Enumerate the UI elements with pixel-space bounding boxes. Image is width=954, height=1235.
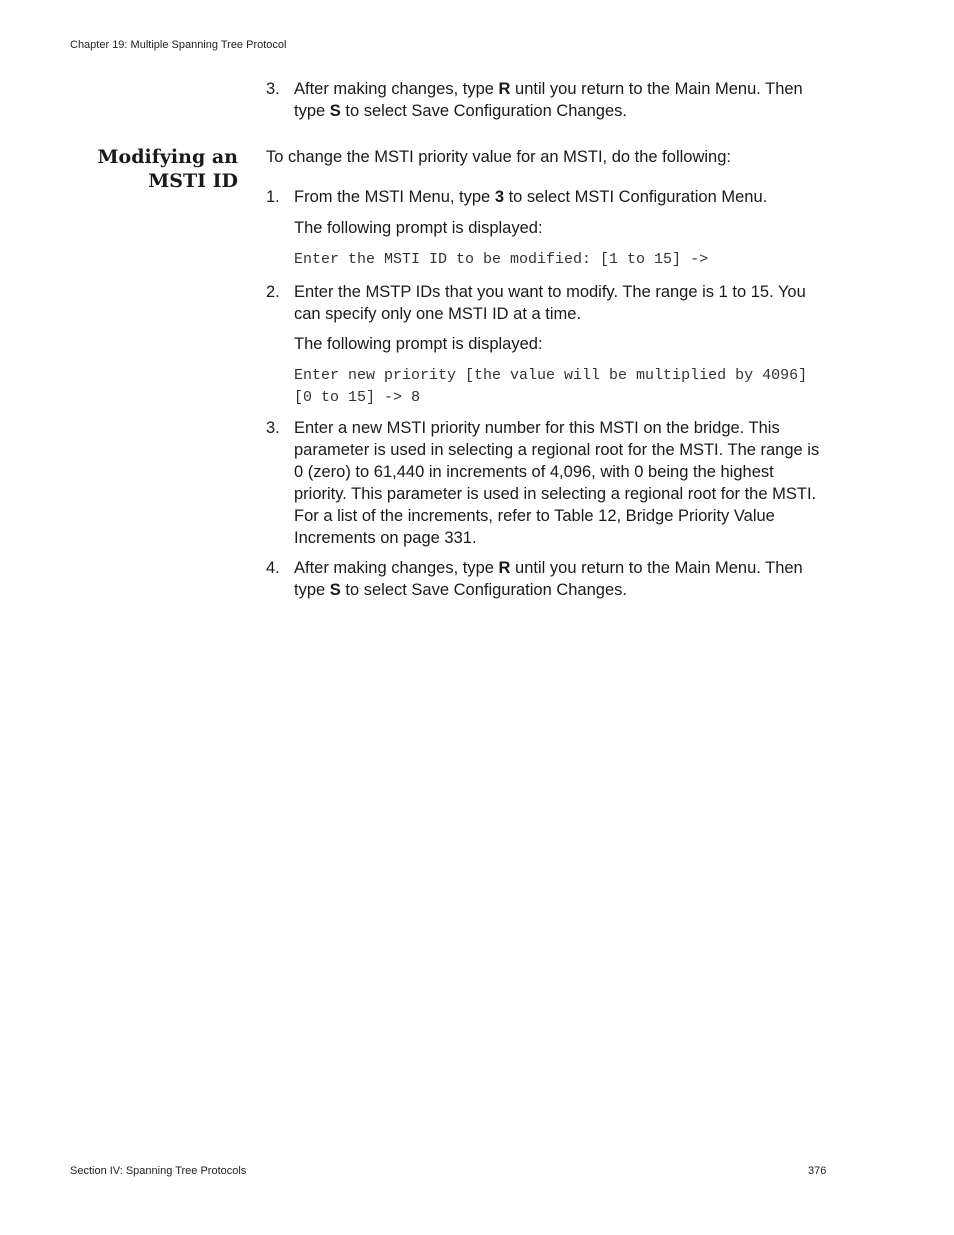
step-2 xyxy=(266,281,831,325)
prompt-note-1: The following prompt is displayed: xyxy=(294,219,543,237)
prev-step-3 xyxy=(266,78,831,122)
step-text: After making changes, type R until you return to the Main Menu. Then type S to select Save Configuration Changes. xyxy=(294,559,803,599)
step-text: Enter the MSTP IDs that you want to modify. The range is 1 to 15. You can specify only one MSTI ID at a time. xyxy=(294,283,806,323)
step-number: 3. xyxy=(266,80,280,98)
prompt-note-2: The following prompt is displayed: xyxy=(294,335,543,353)
section-intro: To change the MSTI priority value for an MSTI, do the following: xyxy=(266,148,731,166)
step-1 xyxy=(266,186,831,208)
code-prompt-1: Enter the MSTI ID to be modified: [1 to 15] -> xyxy=(294,251,709,268)
step-number: 1. xyxy=(266,188,280,206)
step-text: Enter a new MSTI priority number for this MSTI on the bridge. This parameter is used in selecting a regional root for the MSTI. The range is 0 (zero) to 61,440 in increments of 4,096, with 0 being the highest priority. This parameter is used in selecting a regional root for the MSTI. For a list of the increments, refer to Table 12, Bridge Priority Value Increments on page 331. xyxy=(294,419,820,547)
running-footer-section: Section IV: Spanning Tree Protocols xyxy=(70,1165,247,1177)
running-header: Chapter 19: Multiple Spanning Tree Protocol xyxy=(70,39,287,51)
step-4 xyxy=(266,557,831,601)
step-text: After making changes, type R until you return to the Main Menu. Then type S to select Save Configuration Changes. xyxy=(294,80,803,120)
step-number: 3. xyxy=(266,419,280,437)
step-text: From the MSTI Menu, type 3 to select MSTI Configuration Menu. xyxy=(294,188,768,206)
section-heading: Modifying an MSTI ID xyxy=(97,146,238,192)
step-number: 4. xyxy=(266,559,280,577)
step-number: 2. xyxy=(266,283,280,301)
page-number: 376 xyxy=(808,1165,827,1177)
step-3 xyxy=(266,417,831,549)
code-prompt-2: Enter new priority [the value will be multiplied by 4096] [0 to 15] -> 8 xyxy=(294,367,817,406)
